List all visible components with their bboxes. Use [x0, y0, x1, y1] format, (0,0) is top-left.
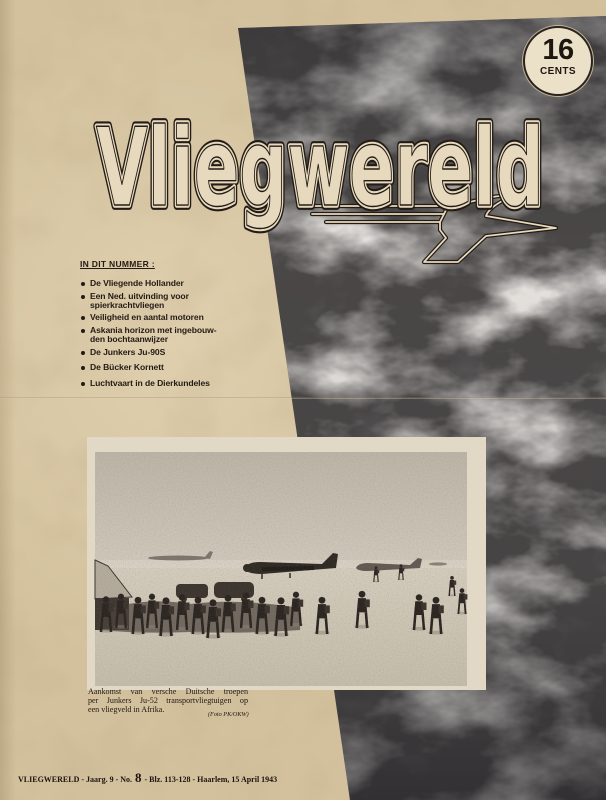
masthead-wordmark [96, 104, 544, 231]
footer-publication-volume: VLIEGWERELD - Jaarg. 9 - No. [18, 775, 133, 784]
issue-footer [18, 771, 277, 787]
contents-item-line: De Bücker Kornett [90, 362, 164, 372]
masthead-title: Vliegwereld [95, 104, 544, 231]
footer-pages-place-date: - Blz. 113-128 - Haarlem, 15 April 1943 [144, 775, 278, 784]
contents-item [80, 363, 164, 372]
caption-line: Aankomst van versche Duitsche troepen [88, 687, 248, 696]
contents-item-line: Askania horizon met ingebouw- [90, 325, 217, 335]
bullet-icon [81, 295, 85, 299]
footer-issue-number: 8 [135, 770, 142, 785]
price-unit: CENTS [540, 66, 576, 77]
contents-item-line: Luchtvaart in de Dierkundeles [90, 378, 210, 388]
photo-caption [88, 687, 248, 714]
contents-item-line: den bochtaanwijzer [90, 334, 168, 344]
contents-heading: IN DIT NUMMER : [80, 259, 155, 269]
contents-item [80, 326, 217, 344]
contents-item-line: De Vliegende Hollander [90, 278, 184, 288]
masthead-title-outline: Vliegwereld [95, 104, 544, 231]
photo-credit: (Foto PK/OKW) [208, 711, 249, 718]
caption-line: per Junkers Ju-52 transportvliegtuigen op [88, 696, 248, 705]
bullet-icon [81, 366, 85, 370]
contents-item-line: spierkrachtvliegen [90, 300, 165, 310]
bullet-icon [81, 329, 85, 333]
contents-item-line: De Junkers Ju-90S [90, 347, 166, 357]
contents-item-line: Een Ned. uitvinding voor [90, 291, 189, 301]
contents-item [80, 313, 204, 322]
contents-item [80, 379, 210, 388]
contents-item [80, 292, 189, 310]
bullet-icon [81, 351, 85, 355]
price-badge [525, 28, 591, 94]
price-amount: 16 [542, 34, 574, 66]
bullet-icon [81, 382, 85, 386]
bullet-icon [81, 316, 85, 320]
masthead-title-channel: Vliegwereld [95, 104, 544, 231]
contents-item [80, 279, 184, 288]
bullet-icon [81, 282, 85, 286]
contents-item [80, 348, 165, 357]
caption-line: een vliegveld in Afrika. [88, 705, 165, 714]
contents-item-line: Veiligheid en aantal motoren [90, 312, 204, 322]
